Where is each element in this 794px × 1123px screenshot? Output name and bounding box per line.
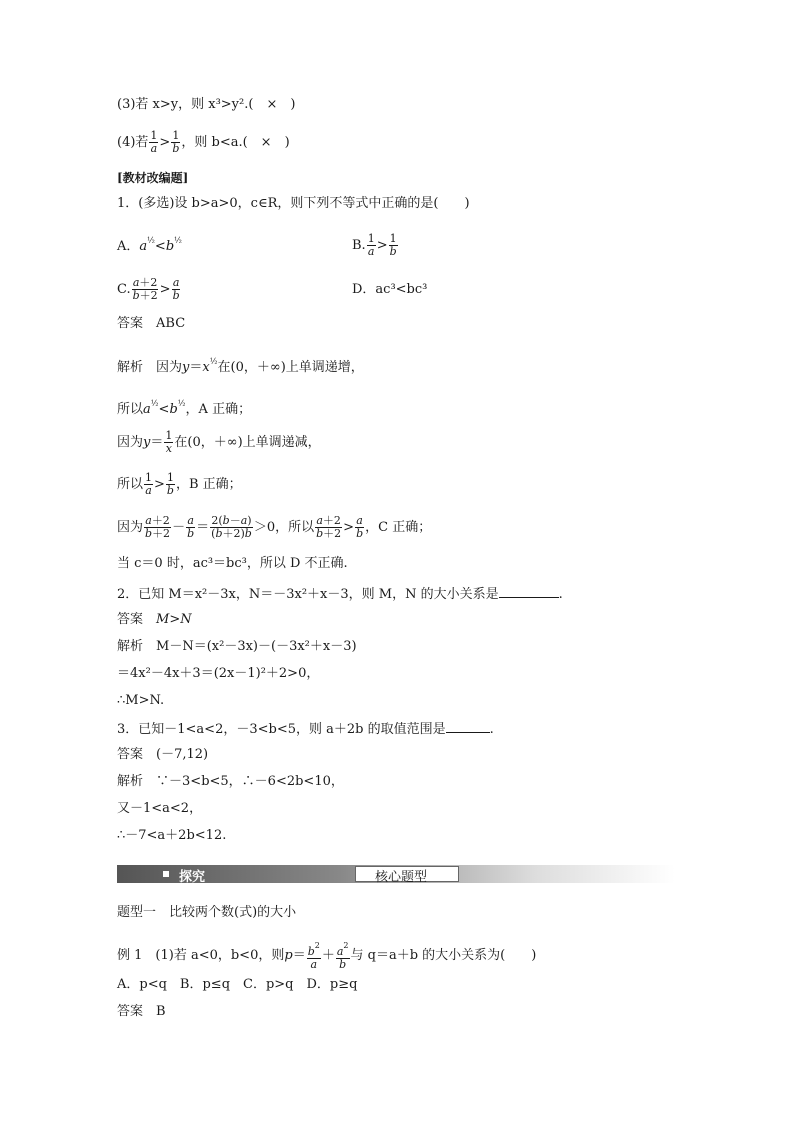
text: 所以 <box>117 402 144 417</box>
text: 3．已知－1<a<2，－3<b<5，则 a＋2b 的取值范围是 <box>117 722 446 737</box>
text: ∵－3<b<5，∴－6<2b<10， <box>156 774 344 789</box>
text: 在(0，＋∞)上单调递减， <box>174 435 321 450</box>
answer-blank <box>446 720 490 733</box>
analysis-3-line-2: 又－1<a<2， <box>117 801 203 816</box>
answer-label: 答案 <box>117 747 144 762</box>
analysis-2-line-2: ＝4x²－4x＋3＝(2x－1)²＋2>0， <box>117 666 320 681</box>
analysis-1-line-4: 所以 $\frac{1}{a}$ > $\frac{1}{b}$ ，B 正确； <box>117 471 242 497</box>
answer-blank <box>499 585 559 598</box>
analysis-3-line-3: ∴－7<a＋2b<12. <box>117 828 227 843</box>
option-c: C. $\frac{a+2}{b+2}$ > $\frac{a}{b}$ <box>117 276 180 302</box>
text: 与 q＝a＋b 的大小关系为( ) <box>350 948 537 963</box>
answer-label: 答案 <box>117 316 144 331</box>
problem-3-stem: 3．已知－1<a<2，－3<b<5，则 a＋2b 的取值范围是 . <box>117 722 494 737</box>
text: 2．已知 M＝x²－3x，N＝－3x²＋x－3，则 M，N 的大小关系是 <box>117 587 499 602</box>
text: ＞0，所以 <box>253 520 315 535</box>
banner-label-left: 探究 <box>179 870 206 885</box>
text: 例 1 (1)若 a<0，b<0，则 <box>117 948 285 963</box>
option-a-label: A． <box>117 239 140 254</box>
example-1: 例 1 (1)若 a<0，b<0，则p＝ $\frac{b^2}{a}$ ＋ $\frac{a^2}{b}$ 与 q＝a＋b 的大小关系为( ) <box>117 941 537 971</box>
answer-label: 答案 <box>117 612 144 627</box>
analysis-1-line-2: 所以$a^{\frac{1}{2}}<b^{\frac{1}{2}}$，A 正确； <box>117 399 252 417</box>
text: 因为 <box>117 520 144 535</box>
fraction-1-over-b: $\frac{1}{b}$ <box>172 129 180 155</box>
answer-label: 答案 <box>117 1004 144 1019</box>
answer-value: M>N <box>156 612 192 627</box>
analysis-label: 解析 <box>117 639 144 654</box>
analysis-1-line-6: 当 c＝0 时，ac³＝bc³，所以 D 不正确. <box>117 556 348 571</box>
fraction-1-over-a: $\frac{1}{a}$ <box>150 129 158 155</box>
text: ，C 正确； <box>365 520 432 535</box>
option-d: D．ac³<bc³ <box>352 282 428 297</box>
analysis-1-line-1: 解析 因为$y=x^{\frac{1}{2}}$在(0，＋∞)上单调递增， <box>117 357 364 375</box>
text: 所以 <box>117 477 144 492</box>
text: 在(0，＋∞)上单调递增， <box>217 360 364 375</box>
item-3: (3)若 x>y，则 x³>y².( × ) <box>117 97 296 112</box>
analysis-2-line-3: ∴M>N. <box>117 693 165 708</box>
example-1-options: A．p<q B．p≤q C．p>q D．p≥q <box>117 977 358 992</box>
analysis-2-line-1 <box>117 639 357 655</box>
item-4: (4)若 $\frac{1}{a}$ > $\frac{1}{b}$ ，则 b<a.( × ) <box>117 129 290 155</box>
text: ，B 正确； <box>175 477 242 492</box>
text: ，A 正确； <box>185 402 252 417</box>
type-1-title: 题型一 比较两个数(式)的大小 <box>117 905 297 920</box>
answer-3 <box>117 747 208 763</box>
problem-1-stem: 1．(多选)设 b>a>0，c∈R，则下列不等式中正确的是( ) <box>117 196 470 211</box>
item-4-suffix: ，则 b<a.( × ) <box>181 135 290 150</box>
answer-value: B <box>156 1004 166 1019</box>
item-4-prefix: (4)若 <box>117 135 149 150</box>
square-bullet-icon <box>163 871 169 877</box>
answer-2 <box>117 612 192 628</box>
analysis-label: 解析 <box>117 774 144 789</box>
analysis-label: 解析 <box>117 360 144 375</box>
problem-2-stem: 2．已知 M＝x²－3x，N＝－3x²＋x－3，则 M，N 的大小关系是 . <box>117 587 563 602</box>
section-banner <box>117 865 675 883</box>
analysis-1-line-3: 因为y＝ $\frac{1}{x}$ 在(0，＋∞)上单调递减， <box>117 429 321 455</box>
answer-value: ABC <box>156 316 186 331</box>
text: M－N＝(x²－3x)－(－3x²＋x－3) <box>156 639 357 654</box>
answer-value: (－7,12) <box>156 747 209 762</box>
option-a: A．$a^{\frac{1}{2}}<b^{\frac{1}{2}}$ <box>117 236 182 254</box>
text: 因为 <box>117 435 144 450</box>
analysis-1-line-5: 因为 $\frac{a+2}{b+2}$ － $\frac{a}{b}$ ＝ $\frac{2(b-a)}{(b+2)b}$ ＞0，所以 $\frac{a+2}{b+2}$ > $\frac{a}{b}$ ，C 正确； <box>117 514 432 540</box>
answer-1 <box>117 316 185 332</box>
option-b: B. $\frac{1}{a}$ > $\frac{1}{b}$ <box>352 232 397 258</box>
section-heading: [教材改编题] <box>117 171 189 185</box>
option-b-label: B. <box>352 238 366 253</box>
text: 因为 <box>156 360 183 375</box>
analysis-3-line-1 <box>117 774 344 790</box>
banner-label-right: 核心题型 <box>375 870 428 885</box>
answer-example-1 <box>117 1004 166 1020</box>
option-c-label: C. <box>117 282 131 297</box>
